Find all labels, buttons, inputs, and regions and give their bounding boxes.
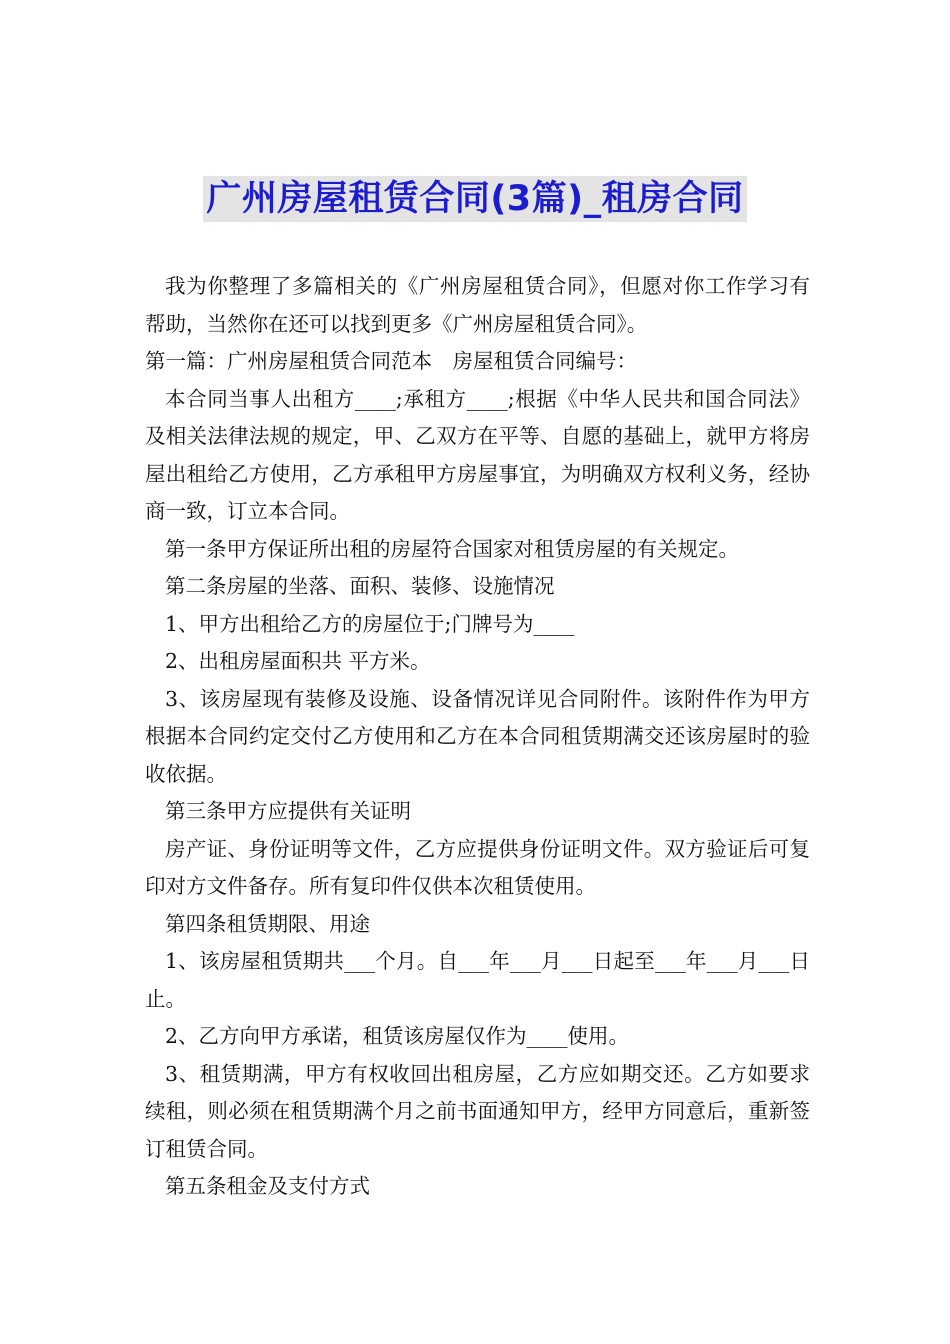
paragraph-article-4-item-3: 3、租赁期满，甲方有权收回出租房屋，乙方应如期交还。乙方如要求续租，则必须在租赁期满个月之前书面通知甲方，经甲方同意后，重新签订租赁合同。: [145, 1061, 810, 1161]
paragraph-article-3-heading: 第三条甲方应提供有关证明: [165, 799, 411, 823]
paragraph-article-2-heading: 第二条房屋的坐落、面积、装修、设施情况: [165, 574, 555, 598]
document-title: 广州房屋租赁合同(3篇)_租房合同: [203, 176, 746, 222]
paragraph-intro: 我为你整理了多篇相关的《广州房屋租赁合同》，但愿对你工作学习有帮助，当然你在还可以找到更多《广州房屋租赁合同》。: [145, 274, 810, 336]
paragraph-article-4-item-2: 2、乙方向甲方承诺，租赁该房屋仅作为____使用。: [165, 1024, 630, 1048]
paragraph-parties: 本合同当事人出租方____;承租方____;根据《中华人民共和国合同法》及相关法律法规的规定，甲、乙双方在平等、自愿的基础上，就甲方将房屋出租给乙方使用，乙方承租甲方房屋事宜，为明确双方权利义务，经协商一致，订立本合同。: [145, 386, 810, 523]
document-body: [145, 268, 810, 1206]
paragraph-chapter-heading: 第一篇：广州房屋租赁合同范本 房屋租赁合同编号：: [145, 349, 637, 373]
paragraph-article-4-heading: 第四条租赁期限、用途: [165, 911, 370, 936]
paragraph-article-2-item-2: 2、出租房屋面积共 平方米。: [165, 649, 431, 673]
paragraph-article-4-item-1: 1、该房屋租赁期共___个月。自___年___月___日起至___年___月___日止。: [145, 949, 810, 1011]
paragraph-article-2-item-1: 1、甲方出租给乙方的房屋位于;门牌号为____: [165, 611, 575, 636]
title-container: [0, 176, 950, 222]
paragraph-article-5-heading: 第五条租金及支付方式: [165, 1174, 370, 1198]
paragraph-article-1: 第一条甲方保证所出租的房屋符合国家对租赁房屋的有关规定。: [165, 536, 739, 561]
paragraph-article-3-body: 房产证、身份证明等文件，乙方应提供身份证明文件。双方验证后可复印对方文件备存。所有复印件仅供本次租赁使用。: [145, 836, 810, 898]
paragraph-article-2-item-3: 3、该房屋现有装修及设施、设备情况详见合同附件。该附件作为甲方根据本合同约定交付乙方使用和乙方在本合同租赁期满交还该房屋时的验收依据。: [145, 686, 810, 786]
